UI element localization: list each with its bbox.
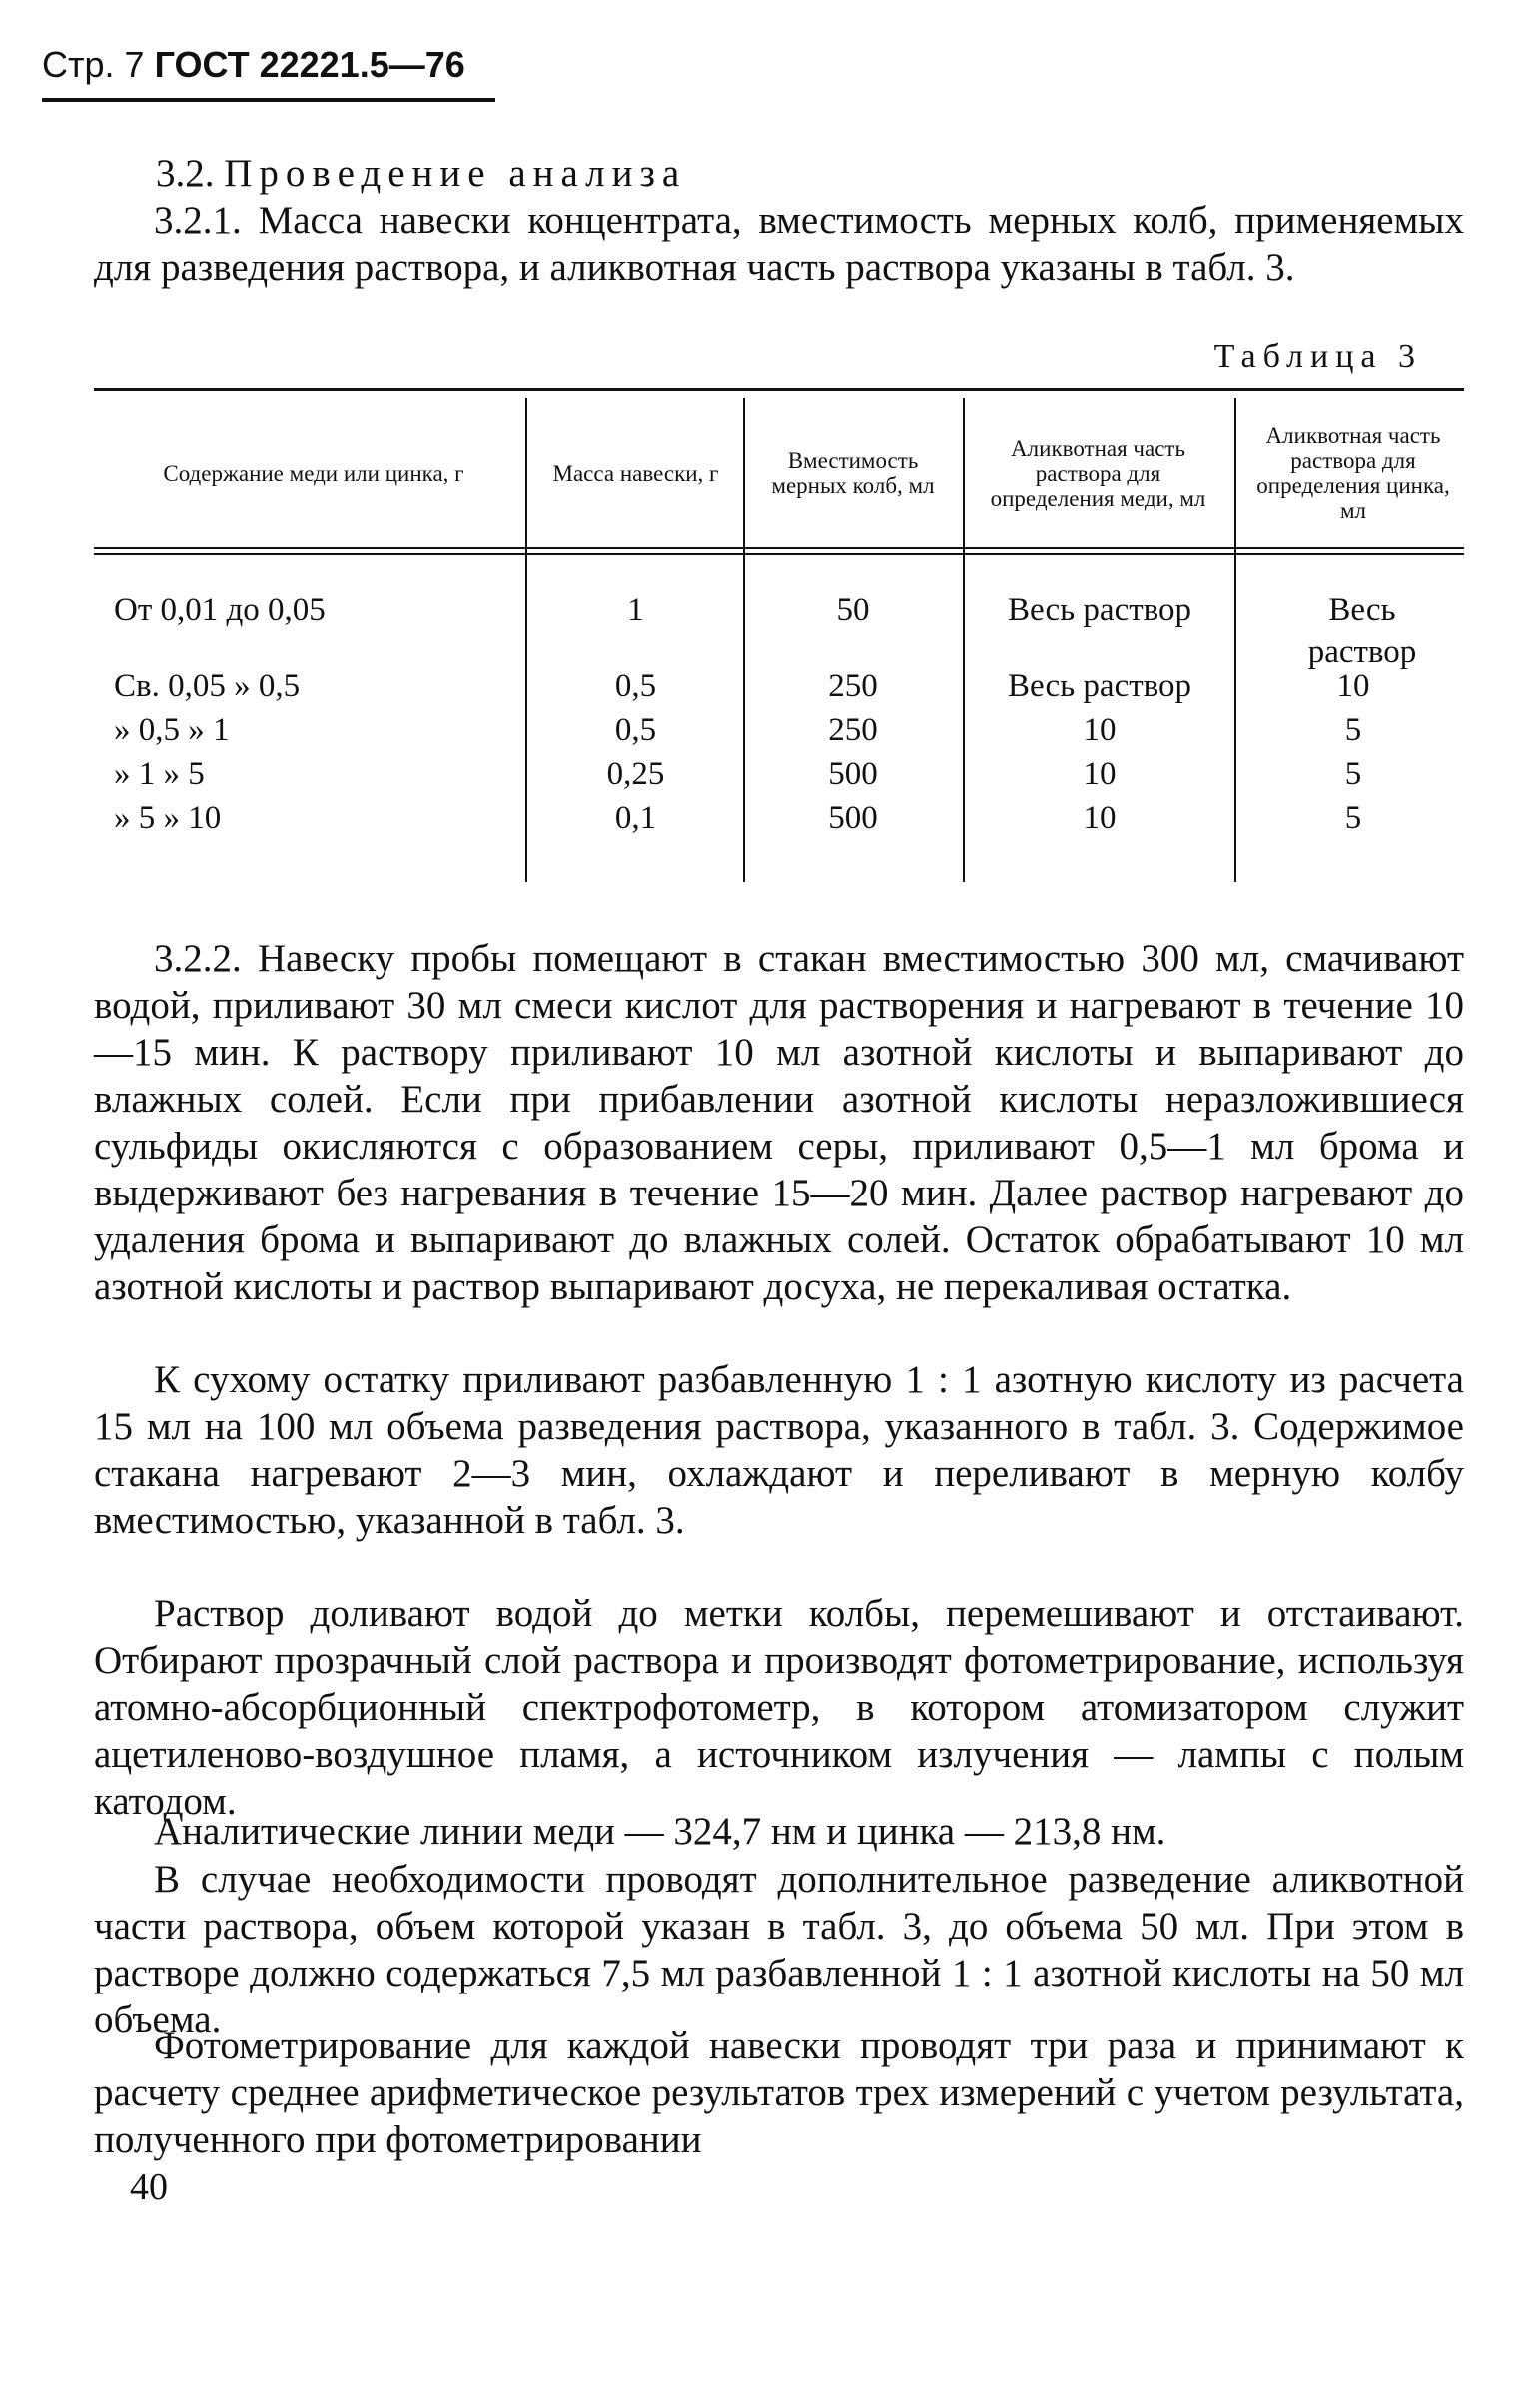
table-cell: 5 [1344,756,1362,792]
table-cell: Св. 0,05 » 0,5 [114,668,301,704]
section-title: Проведение анализа [224,152,687,195]
paragraph-dissolution: К сухому остатку приливают разбавленную 1 : 1 азотную кислоту из расчета 15 мл на 100 мл объема разведения раствора, указанного в табл. 3. Содержимое стакана нагревают 2—3 мин, охлаждают и переливают в мерную колбу вместимостью, указанной в табл. 3. [94,1358,1464,1542]
paragraph-photometry-setup: Раствор доливают водой до метки колбы, перемешивают и отстаивают. Отбирают прозрачный слой раствора и производят фотометрирование, используя атомно-абсорбционный спектрофотометр, в котором атомизатором служит ацетиленово-воздушное пламя, а источником излучения — лампы с полым катодом. [94,1592,1464,1823]
page-header-prefix: Стр. 7 [42,44,145,85]
table-title: Таблица 3 [1213,338,1422,375]
table-header-volume: Вместимость мерных колб, мл [771,448,935,498]
table-col-divider [525,398,527,882]
table-cell: 250 [828,712,878,748]
table-cell: 10 [1083,800,1117,836]
table-header-aliquot-zinc: Аликвотная часть раствора для определения цинка, мл [1256,423,1450,523]
table-cell: 0,1 [614,800,657,836]
header-rule [42,98,495,102]
paragraph-dilution: В случае необходимости проводят дополнительное разведение аликвотной части раствора, объем которой указан в табл. 3, до объема 50 мл. При этом в растворе должно содержаться 7,5 мл разбавленной 1 : 1 азотной кислоты на 50 мл объема. [94,1858,1464,2041]
table-cell: 0,5 [614,712,657,748]
table-rule-header-double [94,553,1464,555]
table-col-divider [1234,398,1236,882]
table-cell: » 0,5 » 1 [114,712,230,748]
table-cell: » 5 » 10 [114,800,222,836]
table-cell: 500 [828,756,878,792]
page-number: 40 [130,2166,168,2208]
section-heading [156,150,686,197]
table-header-content: Содержание меди или цинка, г [163,460,464,486]
table-cell: Весь раствор [1008,592,1191,628]
table-col-divider [963,398,965,882]
section-number: 3.2. [156,152,215,195]
table-cell: 0,5 [614,668,657,704]
table-cell: 10 [1336,668,1370,704]
table-cell: 1 [627,592,644,628]
paragraph-3-2-2: 3.2.2. Навеску пробы помещают в стакан вместимостью 300 мл, смачивают водой, приливают 30 мл смеси кислот для растворения и нагревают в течение 10—15 мин. К раствору приливают 10 мл азотной кислоты и выпаривают до влажных солей. Если при прибавлении азотной кислоты неразложившиеся сульфиды окисляются с образованием серы, приливают 0,5—1 мл брома и выдерживают без нагревания в течение 15—20 мин. Далее раствор нагревают до удаления брома и выпаривают до влажных солей. Остаток обрабатывают 10 мл азотной кислоты и раствор выпаривают досуха, не перекаливая остатка. [94,937,1464,1308]
table-rule-header [94,547,1464,549]
table-cell: 10 [1083,712,1117,748]
table-cell: Весь раствор [1008,668,1191,704]
table-cell: 10 [1083,756,1117,792]
table-cell: 0,25 [606,756,665,792]
table-cell: 5 [1344,800,1362,836]
page-header [42,44,465,86]
page-header-standard: ГОСТ 22221.5—76 [154,44,465,85]
table-cell: 500 [828,800,878,836]
paragraph-photometry-average: Фотометрирование для каждой навески проводят три раза и принимают к расчету среднее арифметическое результатов трех измерений с учетом результата, полученного при фотометрировании [94,2024,1464,2161]
table-cell: 50 [836,592,870,628]
table-cell: » 1 » 5 [114,756,205,792]
table-cell: Весь раствор [1307,592,1417,670]
table-header-aliquot-copper: Аликвотная часть раствора для определения меди, мл [990,435,1206,511]
table-rule-top [94,388,1464,391]
paragraph-analytical-lines: Аналитические линии меди — 324,7 нм и цинка — 213,8 нм. [154,1810,1166,1853]
table-3 [94,388,1464,887]
paragraph-3-2-1: 3.2.1. Масса навески концентрата, вместимость мерных колб, применяемых для разведения раствора, и аликвотная часть раствора указаны в табл. 3. [94,199,1464,289]
table-cell: 5 [1344,712,1362,748]
table-col-divider [743,398,745,882]
table-header-mass: Масса навески, г [552,460,719,486]
table-cell: 250 [828,668,878,704]
table-cell: От 0,01 до 0,05 [114,592,326,628]
